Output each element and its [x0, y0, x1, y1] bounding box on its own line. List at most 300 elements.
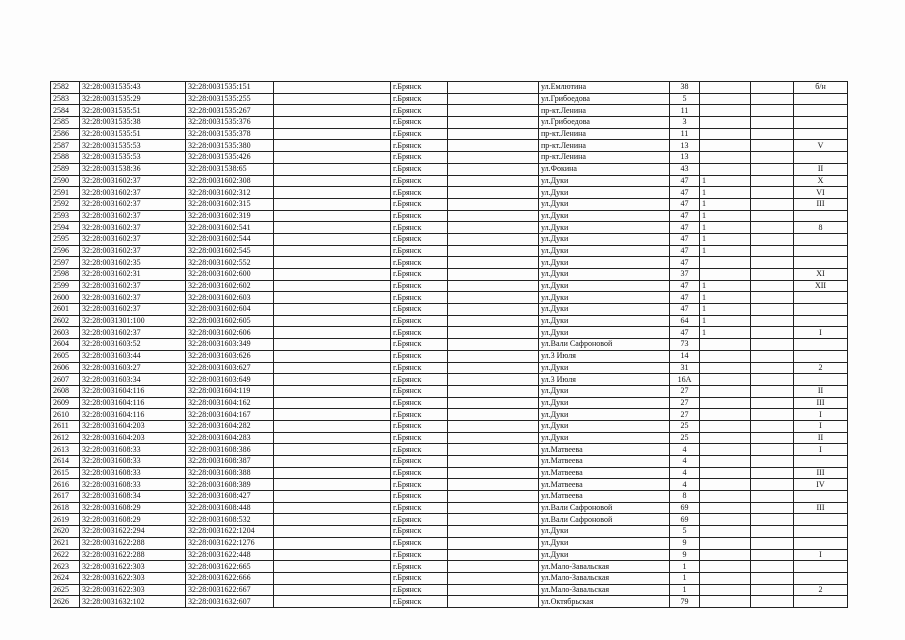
- parcel-cadastral-number-cell: 32:28:0031535:29: [80, 93, 186, 105]
- city-cell: г.Брянск: [391, 409, 448, 421]
- street-cell: ул.3 Июля: [539, 374, 670, 386]
- parcel-cadastral-number-cell: 32:28:0031602:37: [80, 327, 186, 339]
- building-number-cell: [700, 444, 751, 456]
- table-row: [51, 304, 848, 316]
- object-cadastral-number-cell: 32:28:0031602:544: [186, 233, 274, 245]
- premises-number-cell: IV: [794, 479, 848, 491]
- house-number-cell: 1: [670, 561, 700, 573]
- table-row: [51, 502, 848, 514]
- street-cell: ул.Грибоедова: [539, 117, 670, 129]
- house-number-cell: 25: [670, 420, 700, 432]
- house-number-cell: 8: [670, 491, 700, 503]
- empty-column-6-cell: [448, 315, 539, 327]
- street-cell: ул.Матвеева: [539, 479, 670, 491]
- row-number-cell: 2585: [51, 117, 80, 129]
- parcel-cadastral-number-cell: 32:28:0031608:29: [80, 502, 186, 514]
- row-number-cell: 2625: [51, 584, 80, 596]
- premises-number-cell: [794, 526, 848, 538]
- premises-number-cell: [794, 233, 848, 245]
- house-number-cell: 27: [670, 397, 700, 409]
- register-table-body: [51, 82, 848, 608]
- building-number-cell: [700, 537, 751, 549]
- premises-number-cell: [794, 315, 848, 327]
- row-number-cell: 2611: [51, 420, 80, 432]
- object-cadastral-number-cell: 32:28:0031602:545: [186, 245, 274, 257]
- row-number-cell: 2602: [51, 315, 80, 327]
- table-row: [51, 572, 848, 584]
- house-number-cell: 47: [670, 233, 700, 245]
- object-cadastral-number-cell: 32:28:0031608:387: [186, 456, 274, 468]
- parcel-cadastral-number-cell: 32:28:0031622:288: [80, 549, 186, 561]
- house-number-cell: 64: [670, 315, 700, 327]
- table-row: [51, 152, 848, 164]
- empty-column-10-cell: [751, 362, 794, 374]
- empty-column-10-cell: [751, 152, 794, 164]
- table-row: [51, 128, 848, 140]
- street-cell: ул.Дуки: [539, 257, 670, 269]
- city-cell: г.Брянск: [391, 315, 448, 327]
- empty-column-10-cell: [751, 409, 794, 421]
- empty-column-10-cell: [751, 584, 794, 596]
- street-cell: ул.Дуки: [539, 175, 670, 187]
- building-number-cell: [700, 163, 751, 175]
- building-number-cell: 1: [700, 233, 751, 245]
- building-number-cell: 1: [700, 315, 751, 327]
- table-row: [51, 584, 848, 596]
- empty-column-10-cell: [751, 479, 794, 491]
- house-number-cell: 1: [670, 584, 700, 596]
- house-number-cell: 31: [670, 362, 700, 374]
- building-number-cell: 1: [700, 280, 751, 292]
- house-number-cell: 4: [670, 444, 700, 456]
- row-number-cell: 2618: [51, 502, 80, 514]
- building-number-cell: [700, 152, 751, 164]
- parcel-cadastral-number-cell: 32:28:0031603:34: [80, 374, 186, 386]
- house-number-cell: 14: [670, 350, 700, 362]
- city-cell: г.Брянск: [391, 93, 448, 105]
- table-row: [51, 526, 848, 538]
- street-cell: ул.Дуки: [539, 280, 670, 292]
- table-row: [51, 514, 848, 526]
- empty-column-4-cell: [274, 198, 391, 210]
- empty-column-10-cell: [751, 467, 794, 479]
- object-cadastral-number-cell: 32:28:0031535:426: [186, 152, 274, 164]
- empty-column-4-cell: [274, 257, 391, 269]
- empty-column-6-cell: [448, 537, 539, 549]
- empty-column-6-cell: [448, 467, 539, 479]
- city-cell: г.Брянск: [391, 245, 448, 257]
- row-number-cell: 2622: [51, 549, 80, 561]
- empty-column-6-cell: [448, 233, 539, 245]
- house-number-cell: 79: [670, 596, 700, 608]
- object-cadastral-number-cell: 32:28:0031604:167: [186, 409, 274, 421]
- object-cadastral-number-cell: 32:28:0031602:319: [186, 210, 274, 222]
- object-cadastral-number-cell: 32:28:0031604:119: [186, 385, 274, 397]
- city-cell: г.Брянск: [391, 257, 448, 269]
- object-cadastral-number-cell: 32:28:0031608:448: [186, 502, 274, 514]
- row-number-cell: 2619: [51, 514, 80, 526]
- building-number-cell: 1: [700, 327, 751, 339]
- table-row: [51, 409, 848, 421]
- empty-column-10-cell: [751, 304, 794, 316]
- premises-number-cell: [794, 257, 848, 269]
- street-cell: пр-кт.Ленина: [539, 152, 670, 164]
- house-number-cell: 47: [670, 245, 700, 257]
- empty-column-10-cell: [751, 350, 794, 362]
- premises-number-cell: VI: [794, 187, 848, 199]
- street-cell: ул.Дуки: [539, 420, 670, 432]
- empty-column-4-cell: [274, 549, 391, 561]
- empty-column-6-cell: [448, 152, 539, 164]
- empty-column-4-cell: [274, 233, 391, 245]
- table-row: [51, 420, 848, 432]
- street-cell: ул.Матвеева: [539, 491, 670, 503]
- parcel-cadastral-number-cell: 32:28:0031602:37: [80, 304, 186, 316]
- empty-column-10-cell: [751, 280, 794, 292]
- parcel-cadastral-number-cell: 32:28:0031602:37: [80, 187, 186, 199]
- premises-number-cell: II: [794, 385, 848, 397]
- building-number-cell: [700, 257, 751, 269]
- row-number-cell: 2613: [51, 444, 80, 456]
- premises-number-cell: [794, 210, 848, 222]
- street-cell: ул.Дуки: [539, 409, 670, 421]
- house-number-cell: 47: [670, 198, 700, 210]
- house-number-cell: 43: [670, 163, 700, 175]
- premises-number-cell: III: [794, 198, 848, 210]
- parcel-cadastral-number-cell: 32:28:0031622:288: [80, 537, 186, 549]
- table-row: [51, 339, 848, 351]
- premises-number-cell: I: [794, 444, 848, 456]
- house-number-cell: 11: [670, 128, 700, 140]
- house-number-cell: 16А: [670, 374, 700, 386]
- empty-column-4-cell: [274, 397, 391, 409]
- street-cell: ул.Мало-Завальская: [539, 561, 670, 573]
- row-number-cell: 2596: [51, 245, 80, 257]
- row-number-cell: 2612: [51, 432, 80, 444]
- city-cell: г.Брянск: [391, 210, 448, 222]
- row-number-cell: 2594: [51, 222, 80, 234]
- empty-column-4-cell: [274, 596, 391, 608]
- premises-number-cell: 2: [794, 362, 848, 374]
- object-cadastral-number-cell: 32:28:0031622:1204: [186, 526, 274, 538]
- building-number-cell: [700, 82, 751, 94]
- premises-number-cell: [794, 374, 848, 386]
- table-row: [51, 233, 848, 245]
- parcel-cadastral-number-cell: 32:28:0031604:116: [80, 397, 186, 409]
- object-cadastral-number-cell: 32:28:0031608:532: [186, 514, 274, 526]
- parcel-cadastral-number-cell: 32:28:0031622:303: [80, 572, 186, 584]
- empty-column-4-cell: [274, 420, 391, 432]
- empty-column-6-cell: [448, 222, 539, 234]
- city-cell: г.Брянск: [391, 280, 448, 292]
- empty-column-6-cell: [448, 257, 539, 269]
- object-cadastral-number-cell: 32:28:0031622:1276: [186, 537, 274, 549]
- premises-number-cell: X: [794, 175, 848, 187]
- street-cell: ул.Мало-Завальская: [539, 584, 670, 596]
- premises-number-cell: XII: [794, 280, 848, 292]
- row-number-cell: 2620: [51, 526, 80, 538]
- street-cell: ул.Фокина: [539, 163, 670, 175]
- object-cadastral-number-cell: 32:28:0031602:308: [186, 175, 274, 187]
- empty-column-10-cell: [751, 561, 794, 573]
- empty-column-6-cell: [448, 385, 539, 397]
- house-number-cell: 4: [670, 479, 700, 491]
- parcel-cadastral-number-cell: 32:28:0031602:37: [80, 175, 186, 187]
- building-number-cell: 1: [700, 245, 751, 257]
- empty-column-4-cell: [274, 93, 391, 105]
- empty-column-6-cell: [448, 140, 539, 152]
- parcel-cadastral-number-cell: 32:28:0031602:37: [80, 198, 186, 210]
- table-row: [51, 222, 848, 234]
- object-cadastral-number-cell: 32:28:0031632:607: [186, 596, 274, 608]
- building-number-cell: [700, 385, 751, 397]
- parcel-cadastral-number-cell: 32:28:0031301:100: [80, 315, 186, 327]
- street-cell: пр-кт.Ленина: [539, 128, 670, 140]
- table-row: [51, 117, 848, 129]
- city-cell: г.Брянск: [391, 444, 448, 456]
- building-number-cell: [700, 584, 751, 596]
- empty-column-6-cell: [448, 128, 539, 140]
- parcel-cadastral-number-cell: 32:28:0031608:33: [80, 479, 186, 491]
- table-row: [51, 140, 848, 152]
- building-number-cell: [700, 374, 751, 386]
- empty-column-4-cell: [274, 82, 391, 94]
- parcel-cadastral-number-cell: 32:28:0031608:34: [80, 491, 186, 503]
- empty-column-4-cell: [274, 128, 391, 140]
- premises-number-cell: [794, 456, 848, 468]
- table-row: [51, 467, 848, 479]
- house-number-cell: 47: [670, 280, 700, 292]
- empty-column-6-cell: [448, 561, 539, 573]
- parcel-cadastral-number-cell: 32:28:0031535:43: [80, 82, 186, 94]
- street-cell: ул.Дуки: [539, 222, 670, 234]
- premises-number-cell: [794, 561, 848, 573]
- parcel-cadastral-number-cell: 32:28:0031538:36: [80, 163, 186, 175]
- city-cell: г.Брянск: [391, 549, 448, 561]
- empty-column-6-cell: [448, 93, 539, 105]
- empty-column-4-cell: [274, 584, 391, 596]
- empty-column-10-cell: [751, 175, 794, 187]
- object-cadastral-number-cell: 32:28:0031602:603: [186, 292, 274, 304]
- premises-number-cell: I: [794, 420, 848, 432]
- object-cadastral-number-cell: 32:28:0031604:282: [186, 420, 274, 432]
- empty-column-4-cell: [274, 315, 391, 327]
- city-cell: г.Брянск: [391, 128, 448, 140]
- city-cell: г.Брянск: [391, 163, 448, 175]
- object-cadastral-number-cell: 32:28:0031602:600: [186, 269, 274, 281]
- parcel-cadastral-number-cell: 32:28:0031604:203: [80, 420, 186, 432]
- empty-column-10-cell: [751, 514, 794, 526]
- premises-number-cell: [794, 350, 848, 362]
- city-cell: г.Брянск: [391, 339, 448, 351]
- house-number-cell: 47: [670, 187, 700, 199]
- building-number-cell: [700, 596, 751, 608]
- empty-column-4-cell: [274, 362, 391, 374]
- empty-column-4-cell: [274, 514, 391, 526]
- parcel-cadastral-number-cell: 32:28:0031602:37: [80, 233, 186, 245]
- empty-column-6-cell: [448, 292, 539, 304]
- parcel-cadastral-number-cell: 32:28:0031608:29: [80, 514, 186, 526]
- premises-number-cell: [794, 152, 848, 164]
- row-number-cell: 2623: [51, 561, 80, 573]
- empty-column-10-cell: [751, 444, 794, 456]
- empty-column-4-cell: [274, 374, 391, 386]
- parcel-cadastral-number-cell: 32:28:0031535:53: [80, 140, 186, 152]
- empty-column-10-cell: [751, 432, 794, 444]
- building-number-cell: [700, 397, 751, 409]
- empty-column-10-cell: [751, 526, 794, 538]
- building-number-cell: [700, 362, 751, 374]
- row-number-cell: 2597: [51, 257, 80, 269]
- object-cadastral-number-cell: 32:28:0031622:448: [186, 549, 274, 561]
- street-cell: ул.Дуки: [539, 245, 670, 257]
- building-number-cell: [700, 502, 751, 514]
- city-cell: г.Брянск: [391, 467, 448, 479]
- empty-column-10-cell: [751, 210, 794, 222]
- empty-column-4-cell: [274, 479, 391, 491]
- empty-column-4-cell: [274, 327, 391, 339]
- building-number-cell: [700, 409, 751, 421]
- parcel-cadastral-number-cell: 32:28:0031603:27: [80, 362, 186, 374]
- city-cell: г.Брянск: [391, 374, 448, 386]
- table-row: [51, 93, 848, 105]
- house-number-cell: 47: [670, 304, 700, 316]
- row-number-cell: 2605: [51, 350, 80, 362]
- empty-column-4-cell: [274, 280, 391, 292]
- empty-column-6-cell: [448, 502, 539, 514]
- house-number-cell: 47: [670, 292, 700, 304]
- row-number-cell: 2592: [51, 198, 80, 210]
- city-cell: г.Брянск: [391, 233, 448, 245]
- row-number-cell: 2610: [51, 409, 80, 421]
- table-row: [51, 327, 848, 339]
- row-number-cell: 2595: [51, 233, 80, 245]
- premises-number-cell: [794, 537, 848, 549]
- parcel-cadastral-number-cell: 32:28:0031604:203: [80, 432, 186, 444]
- premises-number-cell: III: [794, 467, 848, 479]
- building-number-cell: [700, 140, 751, 152]
- city-cell: г.Брянск: [391, 82, 448, 94]
- building-number-cell: 1: [700, 187, 751, 199]
- empty-column-4-cell: [274, 350, 391, 362]
- empty-column-6-cell: [448, 444, 539, 456]
- street-cell: ул.Дуки: [539, 304, 670, 316]
- parcel-cadastral-number-cell: 32:28:0031608:33: [80, 444, 186, 456]
- city-cell: г.Брянск: [391, 292, 448, 304]
- empty-column-4-cell: [274, 140, 391, 152]
- building-number-cell: [700, 467, 751, 479]
- empty-column-4-cell: [274, 152, 391, 164]
- row-number-cell: 2600: [51, 292, 80, 304]
- empty-column-10-cell: [751, 269, 794, 281]
- row-number-cell: 2621: [51, 537, 80, 549]
- empty-column-4-cell: [274, 175, 391, 187]
- city-cell: г.Брянск: [391, 304, 448, 316]
- house-number-cell: 69: [670, 514, 700, 526]
- street-cell: ул.Дуки: [539, 269, 670, 281]
- city-cell: г.Брянск: [391, 350, 448, 362]
- empty-column-10-cell: [751, 82, 794, 94]
- row-number-cell: 2609: [51, 397, 80, 409]
- street-cell: ул.Вали Сафроновой: [539, 514, 670, 526]
- city-cell: г.Брянск: [391, 152, 448, 164]
- house-number-cell: 69: [670, 502, 700, 514]
- empty-column-4-cell: [274, 222, 391, 234]
- street-cell: ул.Мало-Завальская: [539, 572, 670, 584]
- house-number-cell: 9: [670, 549, 700, 561]
- object-cadastral-number-cell: 32:28:0031535:378: [186, 128, 274, 140]
- house-number-cell: 13: [670, 152, 700, 164]
- empty-column-10-cell: [751, 198, 794, 210]
- empty-column-10-cell: [751, 93, 794, 105]
- object-cadastral-number-cell: 32:28:0031602:605: [186, 315, 274, 327]
- empty-column-10-cell: [751, 315, 794, 327]
- street-cell: ул.Грибоедова: [539, 93, 670, 105]
- empty-column-4-cell: [274, 526, 391, 538]
- street-cell: ул.Матвеева: [539, 456, 670, 468]
- street-cell: пр-кт.Ленина: [539, 105, 670, 117]
- empty-column-10-cell: [751, 222, 794, 234]
- table-row: [51, 385, 848, 397]
- object-cadastral-number-cell: 32:28:0031602:552: [186, 257, 274, 269]
- empty-column-10-cell: [751, 245, 794, 257]
- house-number-cell: 13: [670, 140, 700, 152]
- empty-column-4-cell: [274, 339, 391, 351]
- table-row: [51, 362, 848, 374]
- city-cell: г.Брянск: [391, 561, 448, 573]
- empty-column-10-cell: [751, 163, 794, 175]
- house-number-cell: 47: [670, 327, 700, 339]
- table-row: [51, 210, 848, 222]
- house-number-cell: 47: [670, 210, 700, 222]
- empty-column-4-cell: [274, 432, 391, 444]
- empty-column-4-cell: [274, 245, 391, 257]
- empty-column-10-cell: [751, 339, 794, 351]
- city-cell: г.Брянск: [391, 420, 448, 432]
- street-cell: ул.Матвеева: [539, 467, 670, 479]
- empty-column-10-cell: [751, 537, 794, 549]
- parcel-cadastral-number-cell: 32:28:0031604:116: [80, 385, 186, 397]
- empty-column-6-cell: [448, 572, 539, 584]
- parcel-cadastral-number-cell: 32:28:0031602:35: [80, 257, 186, 269]
- row-number-cell: 2598: [51, 269, 80, 281]
- premises-number-cell: [794, 491, 848, 503]
- premises-number-cell: [794, 117, 848, 129]
- empty-column-4-cell: [274, 269, 391, 281]
- street-cell: ул.Дуки: [539, 210, 670, 222]
- object-cadastral-number-cell: 32:28:0031602:604: [186, 304, 274, 316]
- building-number-cell: [700, 339, 751, 351]
- building-number-cell: [700, 479, 751, 491]
- parcel-cadastral-number-cell: 32:28:0031602:37: [80, 222, 186, 234]
- table-row: [51, 444, 848, 456]
- building-number-cell: [700, 420, 751, 432]
- table-row: [51, 350, 848, 362]
- empty-column-10-cell: [751, 117, 794, 129]
- city-cell: г.Брянск: [391, 222, 448, 234]
- row-number-cell: 2615: [51, 467, 80, 479]
- parcel-cadastral-number-cell: 32:28:0031603:52: [80, 339, 186, 351]
- row-number-cell: 2584: [51, 105, 80, 117]
- city-cell: г.Брянск: [391, 526, 448, 538]
- empty-column-6-cell: [448, 105, 539, 117]
- empty-column-10-cell: [751, 128, 794, 140]
- street-cell: ул.Дуки: [539, 187, 670, 199]
- house-number-cell: 47: [670, 175, 700, 187]
- building-number-cell: 1: [700, 175, 751, 187]
- empty-column-6-cell: [448, 456, 539, 468]
- building-number-cell: [700, 572, 751, 584]
